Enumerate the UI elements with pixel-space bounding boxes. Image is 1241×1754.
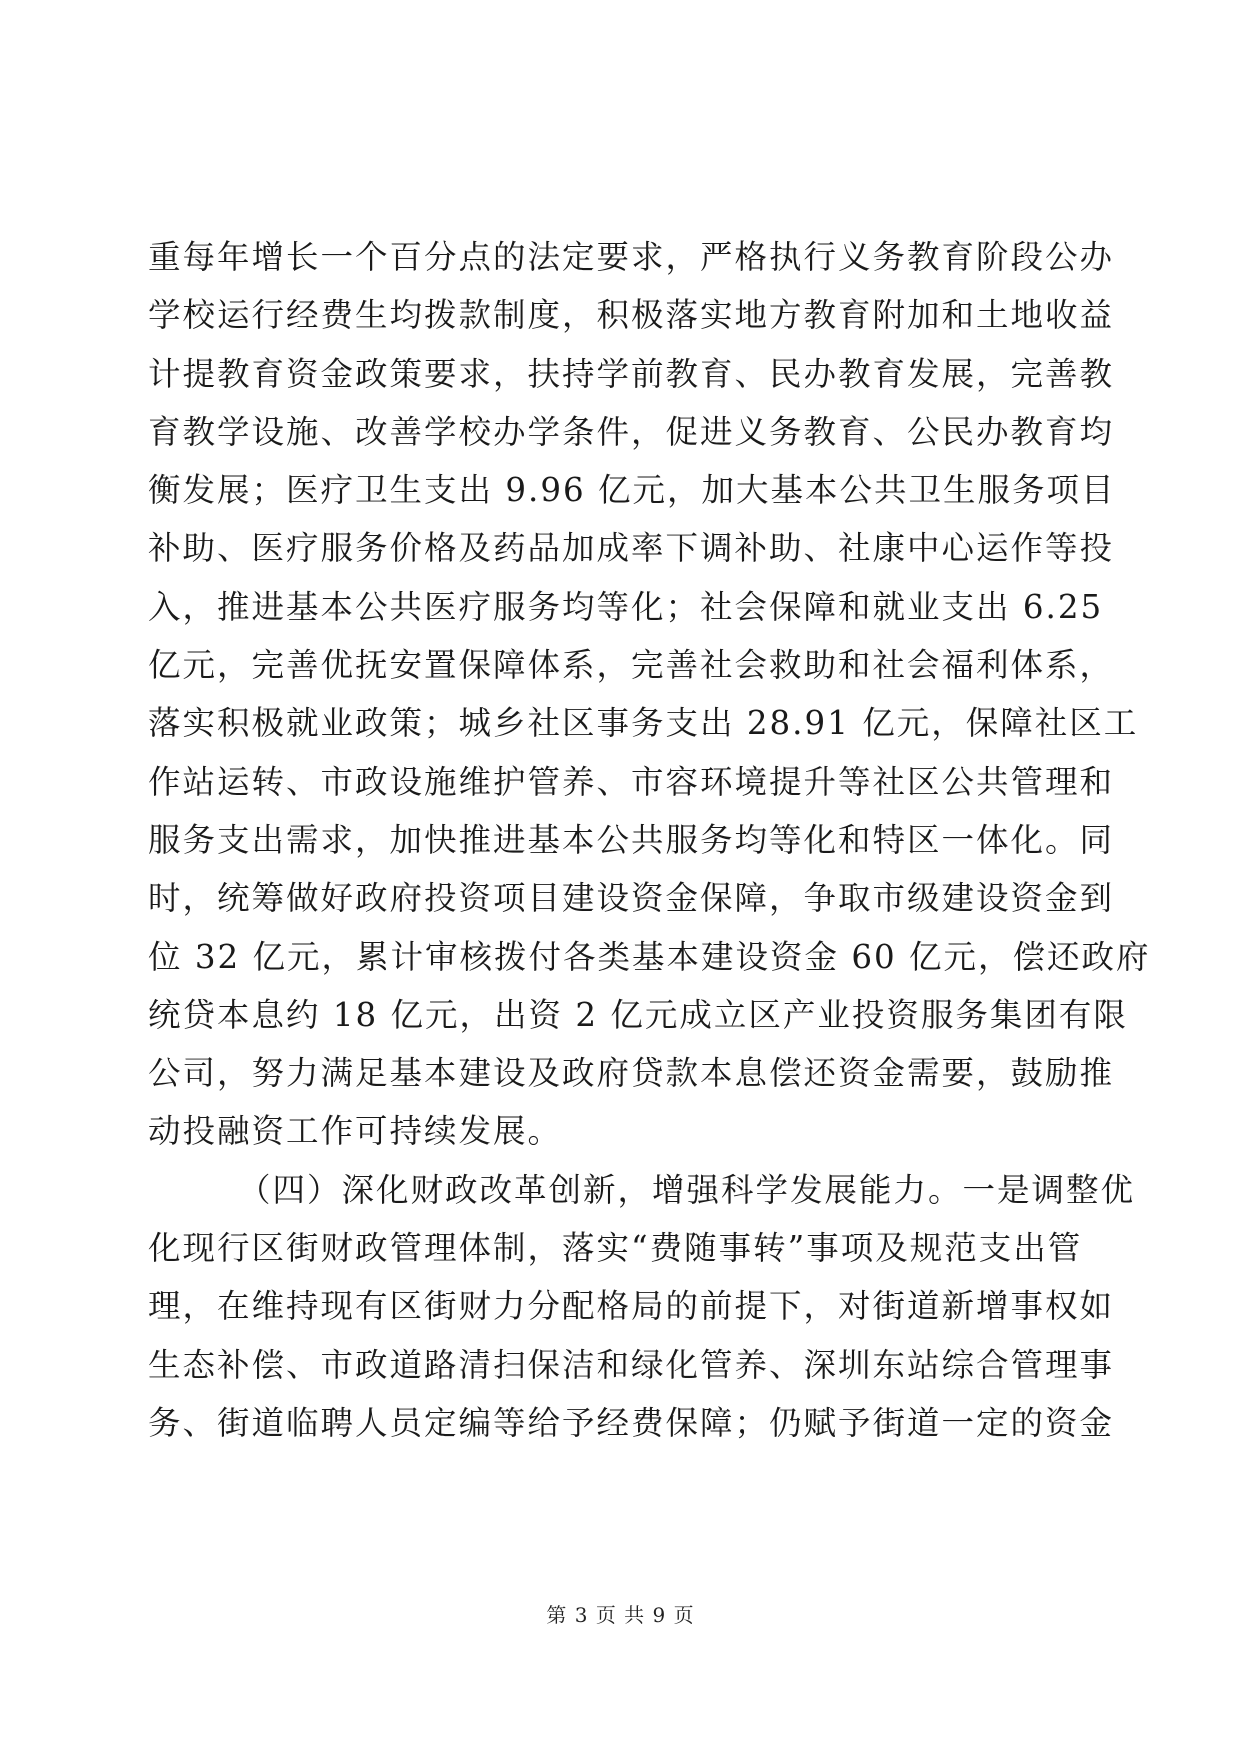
text-line: 入，推进基本公共医疗服务均等化；社会保障和就业支出 6.25 [148,587,1104,626]
text-line: 化现行区街财政管理体制，落实“费随事转”事项及规范支出管 [148,1229,1083,1268]
text-line: 作站运转、市政设施维护管养、市容环境提升等社区公共管理和 [148,762,1115,801]
text-line: 衡发展；医疗卫生支出 9.96 亿元，加大基本公共卫生服务项目 [148,471,1116,510]
text-line: 计提教育资金政策要求，扶持学前教育、民办教育发展，完善教 [148,354,1115,393]
text-line: 育教学设施、改善学校办学条件，促进义务教育、公民办教育均 [148,412,1115,451]
text-line: 生态补偿、市政道路清扫保洁和绿化管养、深圳东站综合管理事 [148,1345,1115,1384]
text-line: 亿元，完善优抚安置保障体系，完善社会救助和社会福利体系， [148,646,1115,685]
text-line: 统贷本息约 18 亿元，出资 2 亿元成立区产业投资服务集团有限 [148,995,1128,1034]
text-line: 动投融资工作可持续发展。 [148,1112,563,1151]
text-line: 学校运行经费生均拨款制度，积极落实地方教育附加和土地收益 [148,296,1115,335]
body-text [148,228,1151,1452]
text-line: 重每年增长一个百分点的法定要求，严格执行义务教育阶段公办 [148,238,1115,276]
text-line: 服务支出需求，加快推进基本公共服务均等化和特区一体化。同 [148,820,1115,859]
text-line: 时，统筹做好政府投资项目建设资金保障，争取市级建设资金到 [148,879,1115,918]
text-line: 补助、医疗服务价格及药品加成率下调补助、社康中心运作等投 [148,529,1115,568]
text-line: 位 32 亿元，累计审核拨付各类基本建设资金 60 亿元，偿还政府 [148,937,1151,976]
page-number: 第 3 页 共 9 页 [546,1603,695,1627]
page-footer [0,1601,1241,1629]
text-line: 落实积极就业政策；城乡社区事务支出 28.91 亿元，保障社区工 [148,704,1139,743]
text-line: 公司，努力满足基本建设及政府贷款本息偿还资金需要，鼓励推 [148,1054,1115,1093]
text-line: 理，在维持现有区街财力分配格局的前提下，对街道新增事权如 [148,1287,1115,1326]
text-line: 务、街道临聘人员定编等给予经费保障；仍赋予街道一定的资金 [148,1403,1115,1442]
section-heading-line: （四）深化财政改革创新，增强科学发展能力。一是调整优 [238,1170,1136,1209]
